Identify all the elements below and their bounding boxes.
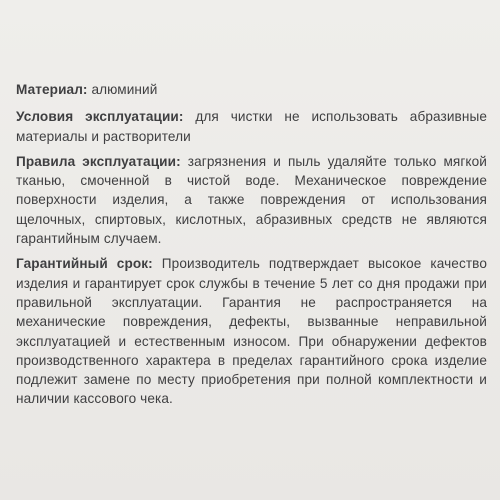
material-paragraph	[16, 80, 487, 99]
operating-rules-paragraph	[16, 152, 487, 248]
operating-rules-text: загрязнения и пыль удаляйте только мягкой тканью, смоченной в чистой воде. Механическое повреждение поверхности изделия, а также повреждения от использования щелочных, спиртовых, кислотных, абразивных средств не являются гарантийным случаем.	[16, 153, 487, 247]
operating-conditions-label: Условия эксплуатации:	[16, 109, 184, 125]
warranty-label: Гарантийный срок:	[16, 256, 153, 272]
material-label: Материал:	[16, 82, 88, 97]
warranty-paragraph	[16, 254, 487, 408]
operating-rules-label: Правила эксплуатации:	[16, 153, 181, 169]
product-info-text	[16, 80, 487, 415]
material-value: алюминий	[87, 82, 158, 97]
warranty-text: Производитель подтверждает высокое качество изделия и гарантирует срок службы в течение 5 лет со дня продажи при правильной эксплуатации. Гарантия не распространяется на механические повреждения, дефекты, вызванные неправильной эксплуатацией и естественным износом. При обнаружении дефектов производственного характера в пределах гарантийного срока изделие подлежит замене по месту приобретения при полной комплектности и наличии кассового чека.	[16, 256, 487, 407]
operating-conditions-paragraph	[16, 107, 487, 146]
operating-conditions-text: для чистки не использовать абразивные материалы и растворители	[16, 109, 487, 144]
